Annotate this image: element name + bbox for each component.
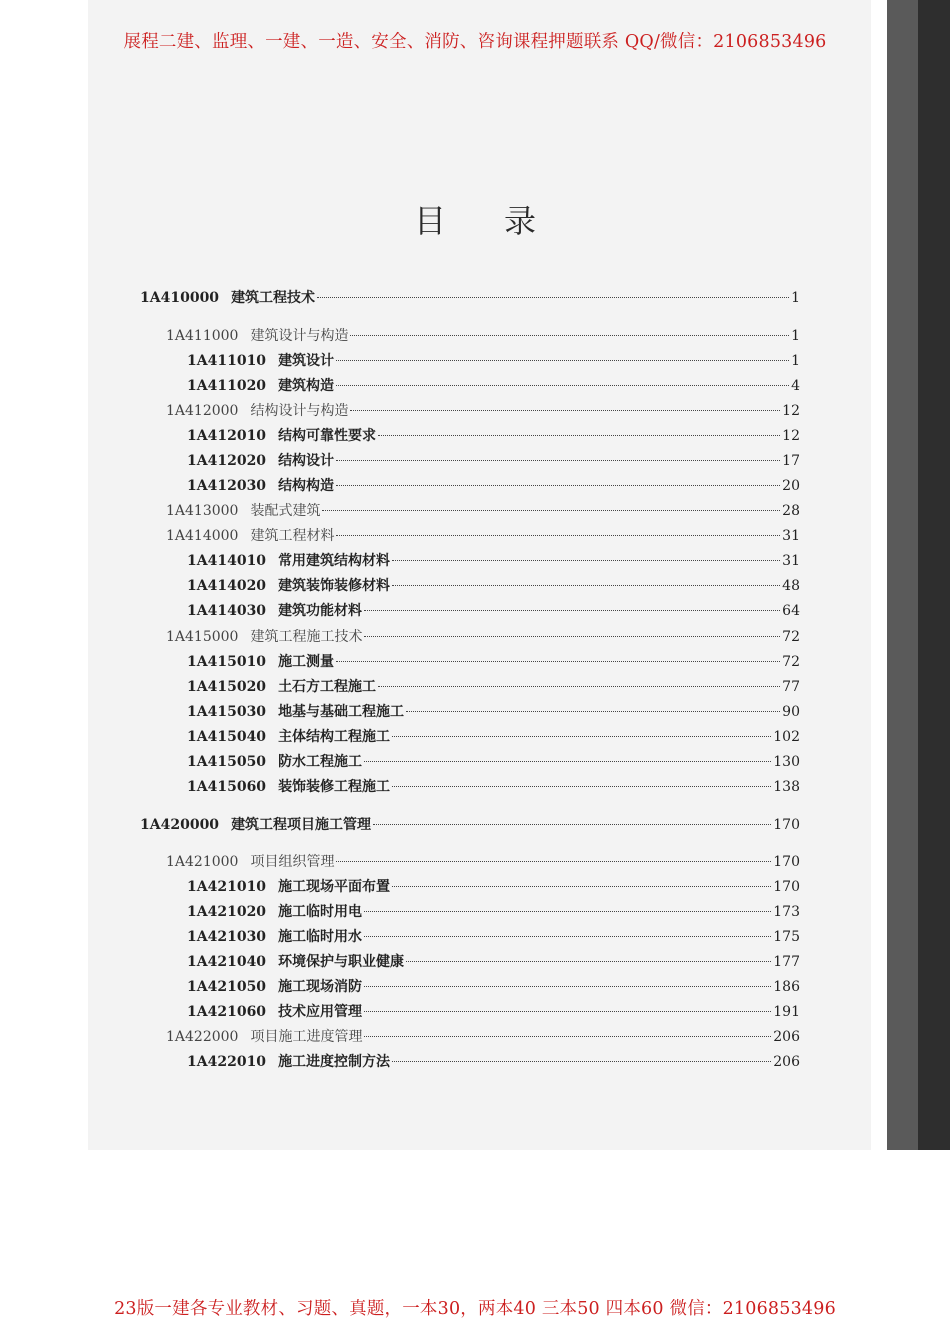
- toc-entry-code: 1A420000: [140, 817, 220, 833]
- toc-entry-code: 1A421030: [187, 929, 267, 945]
- toc-entry-title: 建筑工程技术: [231, 290, 316, 306]
- toc-entry[interactable]: [140, 751, 800, 773]
- toc-entry-page: 12: [782, 403, 800, 419]
- toc-entry-title: 施工现场消防: [278, 979, 363, 995]
- toc-leader-dots: [350, 410, 780, 411]
- toc-entry[interactable]: [140, 350, 800, 372]
- toc-leader-dots: [336, 385, 789, 386]
- toc-entry-title: 施工临时用水: [278, 929, 363, 945]
- toc-entry[interactable]: [140, 375, 800, 397]
- toc-leader-dots: [364, 1011, 771, 1012]
- toc-entry-page: 28: [782, 503, 800, 519]
- toc-leader-dots: [336, 360, 789, 361]
- toc-entry-code: 1A415030: [187, 704, 267, 720]
- toc-entry[interactable]: [140, 776, 800, 798]
- toc-entry-page: 1: [791, 328, 800, 344]
- toc-entry-page: 206: [773, 1029, 800, 1045]
- toc-entry[interactable]: [140, 926, 800, 948]
- toc-entry[interactable]: [140, 525, 800, 547]
- toc-entry-code: 1A421020: [187, 904, 267, 920]
- toc-entry-page: 206: [773, 1054, 800, 1070]
- toc-entry-page: 130: [773, 754, 800, 770]
- toc-entry[interactable]: [140, 600, 800, 622]
- toc-entry-title: 结构设计与构造: [250, 403, 349, 419]
- toc-leader-dots: [378, 686, 780, 687]
- toc-leader-dots: [406, 961, 771, 962]
- page-title: 目录: [413, 202, 594, 240]
- toc-entry-title: 主体结构工程施工: [278, 729, 391, 745]
- toc-leader-dots: [336, 861, 771, 862]
- toc-leader-dots: [364, 1036, 771, 1037]
- toc-entry-page: 173: [773, 904, 800, 920]
- toc-entry-title: 防水工程施工: [278, 754, 363, 770]
- toc-entry-title: 建筑构造: [278, 378, 335, 394]
- toc-entry-title: 施工测量: [278, 654, 335, 670]
- toc-leader-dots: [364, 911, 771, 912]
- toc-entry-title: 建筑装饰装修材料: [278, 578, 391, 594]
- toc-entry-page: 12: [782, 428, 800, 444]
- toc-leader-dots: [336, 535, 780, 536]
- toc-entry[interactable]: [140, 550, 800, 572]
- toc-leader-dots: [364, 636, 780, 637]
- toc-leader-dots: [364, 986, 771, 987]
- toc-entry-title: 常用建筑结构材料: [278, 553, 391, 569]
- scan-margin: [871, 0, 887, 1150]
- toc-leader-dots: [364, 936, 771, 937]
- toc-entry-code: 1A414020: [187, 578, 267, 594]
- toc-entry-code: 1A421050: [187, 979, 267, 995]
- toc-entry[interactable]: [140, 651, 800, 673]
- toc-entry-page: 31: [782, 553, 800, 569]
- toc-entry-page: 138: [773, 779, 800, 795]
- toc-entry-code: 1A412000: [166, 403, 239, 419]
- toc-leader-dots: [364, 610, 780, 611]
- toc-entry[interactable]: [140, 400, 800, 422]
- toc-entry-page: 170: [773, 879, 800, 895]
- toc-entry-code: 1A422000: [166, 1029, 239, 1045]
- toc-leader-dots: [392, 585, 780, 586]
- toc-entry-title: 结构构造: [278, 478, 335, 494]
- toc-entry[interactable]: [140, 287, 800, 309]
- toc-entry-page: 90: [782, 704, 800, 720]
- toc-entry-title: 项目组织管理: [250, 854, 335, 870]
- toc-entry-page: 72: [782, 629, 800, 645]
- toc-leader-dots: [364, 761, 771, 762]
- toc-leader-dots: [392, 1061, 771, 1062]
- toc-entry-page: 186: [773, 979, 800, 995]
- toc-entry[interactable]: [140, 701, 800, 723]
- toc-entry-title: 项目施工进度管理: [250, 1029, 363, 1045]
- toc-leader-dots: [378, 435, 780, 436]
- toc-leader-dots: [336, 661, 780, 662]
- toc-entry-title: 结构设计: [278, 453, 335, 469]
- toc-leader-dots: [392, 560, 780, 561]
- toc-entry[interactable]: [140, 814, 800, 836]
- toc-entry-code: 1A415010: [187, 654, 267, 670]
- scan-shadow-edge: [918, 0, 950, 1150]
- toc-entry-code: 1A413000: [166, 503, 239, 519]
- toc-leader-dots: [350, 335, 789, 336]
- bottom-banner: 23版一建各专业教材、习题、真题，一本30，两本40 三本50 四本60 微信：2106853496: [114, 1299, 836, 1319]
- toc-entry-title: 环境保护与职业健康: [278, 954, 405, 970]
- toc-entry-title: 技术应用管理: [278, 1004, 363, 1020]
- toc-entry[interactable]: [140, 726, 800, 748]
- toc-entry-title: 建筑功能材料: [278, 603, 363, 619]
- toc-entry-page: 170: [773, 854, 800, 870]
- toc-entry-code: 1A415020: [187, 679, 267, 695]
- toc-leader-dots: [317, 297, 789, 298]
- toc-entry-code: 1A412030: [187, 478, 267, 494]
- toc-entry[interactable]: [140, 575, 800, 597]
- toc-entry-code: 1A415040: [187, 729, 267, 745]
- top-banner: 展程二建、监理、一建、一造、安全、消防、咨询课程押题联系 QQ/微信：2106853496: [123, 32, 827, 52]
- toc-entry-code: 1A421000: [166, 854, 239, 870]
- toc-entry-title: 地基与基础工程施工: [278, 704, 405, 720]
- toc-entry-page: 1: [791, 353, 800, 369]
- toc-entry-page: 20: [782, 478, 800, 494]
- toc-entry[interactable]: [140, 1051, 800, 1073]
- toc-entry-code: 1A412020: [187, 453, 267, 469]
- toc-entry-code: 1A415060: [187, 779, 267, 795]
- toc-entry-title: 施工临时用电: [278, 904, 363, 920]
- toc-entry-title: 施工现场平面布置: [278, 879, 391, 895]
- toc-entry-code: 1A412010: [187, 428, 267, 444]
- toc-entry-page: 77: [782, 679, 800, 695]
- toc-entry[interactable]: [140, 626, 800, 648]
- toc-entry-code: 1A421060: [187, 1004, 267, 1020]
- toc-leader-dots: [336, 485, 780, 486]
- toc-entry-title: 建筑设计: [278, 353, 335, 369]
- toc-entry-page: 4: [791, 378, 800, 394]
- toc-entry[interactable]: [140, 951, 800, 973]
- toc-entry-code: 1A421040: [187, 954, 267, 970]
- toc-entry-code: 1A410000: [140, 290, 220, 306]
- toc-entry[interactable]: [140, 475, 800, 497]
- toc-leader-dots: [392, 886, 771, 887]
- toc-entry-title: 建筑工程施工技术: [250, 629, 363, 645]
- toc-entry-page: 175: [773, 929, 800, 945]
- toc-entry-code: 1A414030: [187, 603, 267, 619]
- toc-entry-page: 64: [782, 603, 800, 619]
- toc-entry[interactable]: [140, 1026, 800, 1048]
- toc-entry-title: 建筑设计与构造: [250, 328, 349, 344]
- toc-entry[interactable]: [140, 450, 800, 472]
- toc-entry[interactable]: [140, 1001, 800, 1023]
- toc-entry[interactable]: [140, 500, 800, 522]
- toc-entry-page: 1: [791, 290, 800, 306]
- toc-entry-title: 建筑工程材料: [250, 528, 335, 544]
- toc-entry-title: 装配式建筑: [250, 503, 321, 519]
- toc-entry-code: 1A411020: [187, 378, 267, 394]
- toc-entry-page: 48: [782, 578, 800, 594]
- toc-leader-dots: [373, 824, 771, 825]
- toc-entry-title: 结构可靠性要求: [278, 428, 377, 444]
- toc-entry-code: 1A411010: [187, 353, 267, 369]
- toc-entry-code: 1A414010: [187, 553, 267, 569]
- toc-entry-code: 1A415000: [166, 629, 239, 645]
- toc-entry[interactable]: [140, 425, 800, 447]
- toc-entry-page: 170: [773, 817, 800, 833]
- toc-entry-page: 102: [773, 729, 800, 745]
- toc-leader-dots: [392, 736, 771, 737]
- toc-entry[interactable]: [140, 876, 800, 898]
- toc-entry[interactable]: [140, 676, 800, 698]
- toc-entry-page: 191: [773, 1004, 800, 1020]
- toc-entry[interactable]: [140, 901, 800, 923]
- toc-entry-page: 31: [782, 528, 800, 544]
- toc-leader-dots: [392, 786, 771, 787]
- toc-entry-code: 1A411000: [166, 328, 239, 344]
- toc-entry-code: 1A415050: [187, 754, 267, 770]
- toc-leader-dots: [406, 711, 780, 712]
- toc-entry[interactable]: [140, 325, 800, 347]
- toc-leader-dots: [336, 460, 780, 461]
- toc-entry-title: 土石方工程施工: [278, 679, 377, 695]
- toc-entry-title: 建筑工程项目施工管理: [231, 817, 372, 833]
- toc-entry-title: 施工进度控制方法: [278, 1054, 391, 1070]
- toc-entry-page: 177: [773, 954, 800, 970]
- toc-entry-title: 装饰装修工程施工: [278, 779, 391, 795]
- toc-entry-page: 17: [782, 453, 800, 469]
- toc-entry-page: 72: [782, 654, 800, 670]
- toc-leader-dots: [322, 510, 780, 511]
- toc-entry-code: 1A422010: [187, 1054, 267, 1070]
- toc-entry-code: 1A414000: [166, 528, 239, 544]
- toc-entry[interactable]: [140, 851, 800, 873]
- toc-entry[interactable]: [140, 976, 800, 998]
- toc-entry-code: 1A421010: [187, 879, 267, 895]
